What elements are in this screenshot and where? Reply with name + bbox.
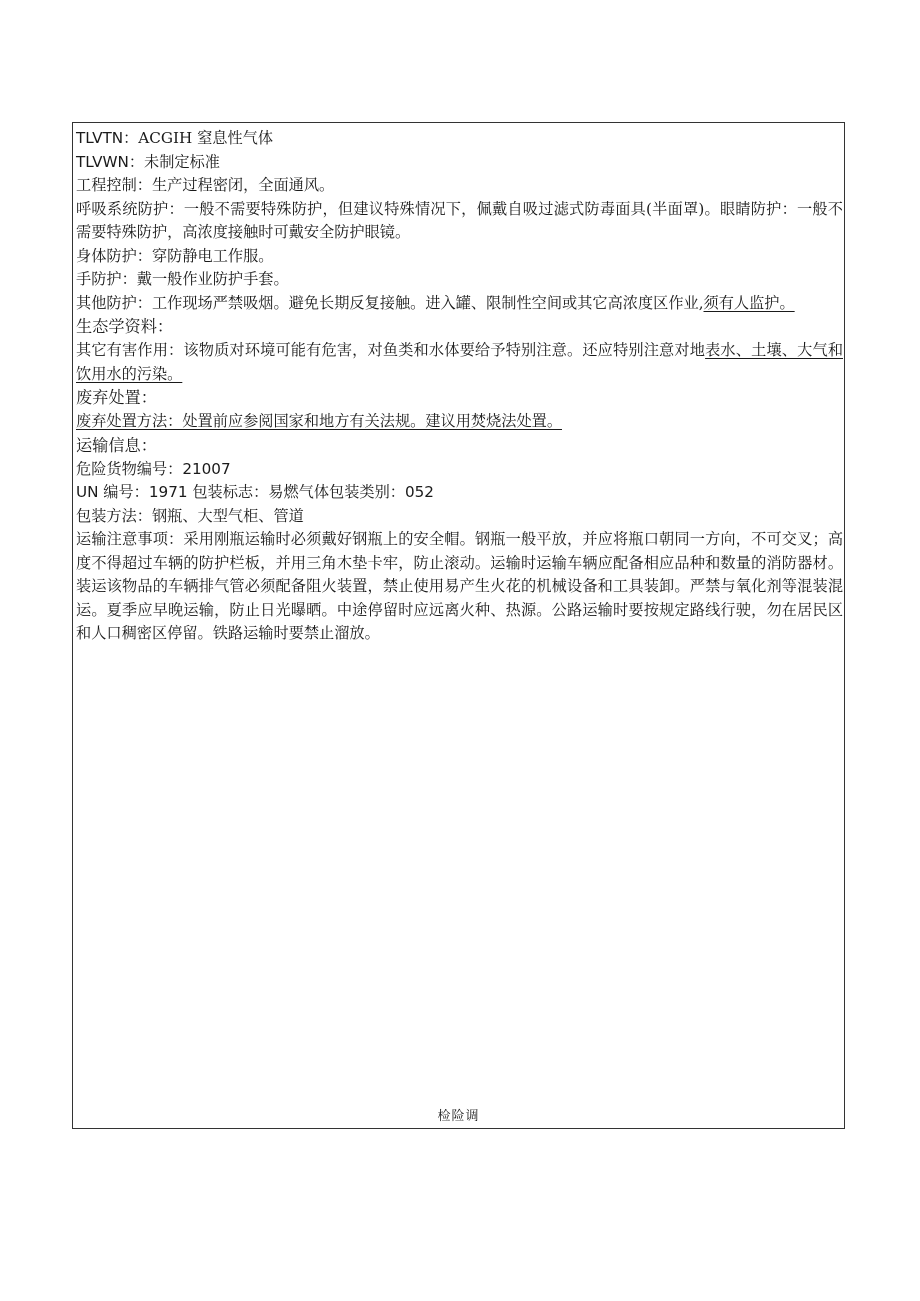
other-protection-underlined-text: 须有人监护。 xyxy=(703,293,795,312)
dangerous-goods-line xyxy=(76,458,843,482)
disposal-method-text: 废弃处置方法：处置前应参阅国家和地方有关法规。建议用焚烧法处置。 xyxy=(76,412,562,430)
other-protection-line xyxy=(76,292,843,316)
body-protection-text: 身体防护：穿防静电工作服。 xyxy=(76,246,274,265)
packaging-mark-label: 包装标志：易燃气体包装类别： xyxy=(187,483,405,501)
tlvtn-line xyxy=(76,127,843,151)
un-number-line xyxy=(76,481,843,505)
other-hazards-underlined-text: 表水、土壤、大气和饮用水的污染。 xyxy=(76,341,844,383)
respiratory-protection-text: 呼吸系统防护：一般不需要特殊防护，但建议特殊情况下，佩戴自吸过滤式防毒面具(半面罩)。眼睛防护：一般不需要特殊防护，高浓度接触时可戴安全防护眼镜。 xyxy=(76,199,843,241)
tlvwn-label: TLVWN： xyxy=(76,152,145,171)
ecology-heading: 生态学资料： xyxy=(76,317,174,336)
tlvtn-label: TLVTN： xyxy=(76,129,139,147)
un-label: UN 编号： xyxy=(76,483,149,501)
document-content xyxy=(76,127,843,646)
packaging-method-text: 包装方法：钢瓶、大型气柜、管道 xyxy=(76,506,304,525)
disposal-method-line xyxy=(76,410,843,434)
tlvtn-value: ACGIH 窒息性气体 xyxy=(138,129,274,147)
other-hazards-line xyxy=(76,339,843,386)
document-table-cell xyxy=(72,122,845,1129)
packaging-mark-value: 052 xyxy=(404,483,434,501)
dangerous-goods-label: 危险货物编号： xyxy=(76,459,183,478)
other-protection-text: 其他防护：工作现场严禁吸烟。避免长期反复接触。进入罐、限制性空间或其它高浓度区作业, xyxy=(76,293,704,312)
transport-heading: 运输信息： xyxy=(76,435,157,455)
table-footer-text: 检险调 xyxy=(437,1109,480,1124)
other-hazards-text: 其它有害作用：该物质对环境可能有危害，对鱼类和水体要给予特别注意。还应特别注意对地 xyxy=(76,341,706,359)
tlvwn-line xyxy=(76,151,843,175)
engineering-control-text: 工程控制：生产过程密闭，全面通风。 xyxy=(76,176,335,194)
transport-notes-text: 运输注意事项：采用刚瓶运输时必须戴好钢瓶上的安全帽。钢瓶一般平放，并应将瓶口朝同一方向，不可交叉；高度不得超过车辆的防护栏板，并用三角木垫卡牢，防止滚动。运输时运输车辆应配备相应品种和数量的消防器材。装运该物品的车辆排气管必须配备阻火装置，禁止使用易产生火花的机械设备和工具装卸。严禁与氧化剂等混装混运。夏季应早晚运输，防止日光曝晒。中途停留时应远离火种、热源。公路运输时要按规定路线行驶，勿在居民区和人口稠密区停留。铁路运输时要禁止溜放。 xyxy=(76,530,843,642)
tlvwn-value: 未制定标准 xyxy=(144,152,220,171)
disposal-heading: 废弃处置： xyxy=(76,388,157,407)
dangerous-goods-value: 21007 xyxy=(182,459,231,478)
un-value: 1971 xyxy=(148,483,188,501)
hand-protection-text: 手防护：戴一般作业防护手套。 xyxy=(76,270,289,288)
